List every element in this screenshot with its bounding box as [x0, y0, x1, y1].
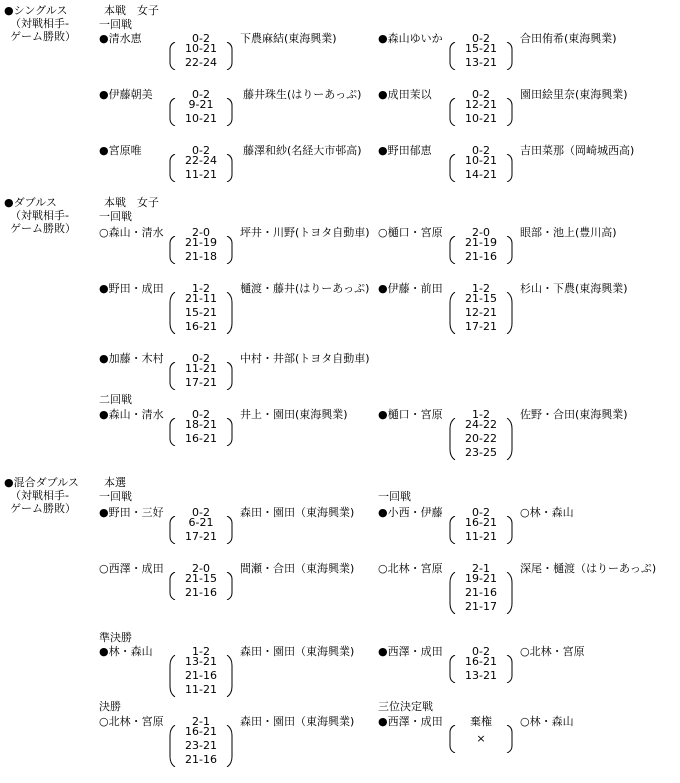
score-bracket	[168, 292, 234, 334]
match-result: 0-2	[472, 645, 490, 658]
section-title: ●シングルス	[4, 4, 68, 17]
opponent-name: 樋渡・藤井(はりーあっぷ)	[240, 282, 370, 295]
player-name: ○森山・清水	[99, 226, 164, 239]
score-bracket	[168, 572, 234, 600]
game-score: 12-21	[465, 98, 497, 111]
match-result: 1-2	[472, 282, 490, 295]
player-name: ○西澤・成田	[99, 562, 164, 575]
score-bracket	[448, 236, 514, 264]
game-score: 15-21	[465, 42, 497, 55]
match-result: 1-2	[192, 282, 210, 295]
game-score: 21-16	[185, 669, 217, 682]
match-result: 0-2	[192, 408, 210, 421]
opponent-name: 杉山・下農(東海興業)	[520, 282, 628, 295]
game-score: 11-21	[185, 168, 217, 181]
game-score: 13-21	[465, 669, 497, 682]
player-name: ●小西・伊藤	[378, 506, 443, 519]
player-name: ●野田郁恵	[378, 144, 432, 157]
game-score: 21-16	[185, 753, 217, 766]
score-bracket	[168, 362, 234, 390]
opponent-name: 藤澤和紗(名経大市邨高)	[243, 144, 362, 157]
game-score: 21-19	[465, 236, 497, 249]
opponent-name: 森田・園田（東海興業)	[240, 506, 355, 519]
opponent-name: 深尾・樋渡（はりーあっぷ)	[520, 562, 657, 575]
opponent-name: ○北林・宮原	[520, 645, 585, 658]
game-score: 21-16	[465, 586, 497, 599]
match-result: 0-2	[192, 32, 210, 45]
game-score: 23-21	[185, 739, 217, 752]
game-score: 10-21	[185, 42, 217, 55]
match-result: 0-2	[472, 88, 490, 101]
score-bracket	[168, 725, 234, 767]
match-result: 0-2	[472, 144, 490, 157]
player-name: ●成田茉以	[378, 88, 432, 101]
game-score: ×	[476, 732, 486, 745]
score-bracket	[168, 154, 234, 182]
game-score: 10-21	[465, 154, 497, 167]
game-score: 22-24	[185, 56, 217, 69]
player-name: ●西澤・成田	[378, 715, 443, 728]
game-score: 14-21	[465, 168, 497, 181]
section-sub-line1: （対戦相手-	[10, 489, 69, 502]
opponent-name: 合田侑希(東海興業)	[520, 32, 617, 45]
game-score: 16-21	[185, 432, 217, 445]
section-sub-line2: ゲーム勝敗）	[10, 502, 76, 515]
opponent-name: 間瀬・合田（東海興業)	[240, 562, 355, 575]
player-name: ●野田・三好	[99, 506, 164, 519]
singles-round-label: 一回戦	[99, 18, 132, 31]
player-name: ○北林・宮原	[99, 715, 164, 728]
match-result: 0-2	[192, 144, 210, 157]
mixed-semifinal-label: 準決勝	[99, 631, 132, 644]
game-score: 21-16	[465, 250, 497, 263]
score-bracket	[448, 572, 514, 614]
game-score: 15-21	[185, 306, 217, 319]
player-name: ●林・森山	[99, 645, 153, 658]
player-name: ●森山・清水	[99, 408, 164, 421]
score-bracket	[168, 42, 234, 70]
player-name: ●樋口・宮原	[378, 408, 443, 421]
opponent-name: 眼部・池上(豊川高)	[520, 226, 617, 239]
doubles-round2-label: 二回戦	[99, 393, 132, 406]
game-score: 20-22	[465, 432, 497, 445]
player-name: ●清水恵	[99, 32, 142, 45]
singles-heading: 本戦 女子	[104, 4, 159, 17]
score-bracket	[448, 98, 514, 126]
game-score: 19-21	[465, 572, 497, 585]
section-sub-line2: ゲーム勝敗）	[10, 222, 76, 235]
match-result: 0-2	[472, 32, 490, 45]
opponent-name: 中村・井部(トヨタ自動車)	[240, 352, 370, 365]
opponent-name: ○林・森山	[520, 715, 574, 728]
game-score: 23-25	[465, 446, 497, 459]
section-sub-line1: （対戦相手-	[10, 17, 69, 30]
section-sub-line1: （対戦相手-	[10, 209, 69, 222]
match-result: 2-1	[192, 715, 210, 728]
score-bracket	[448, 42, 514, 70]
match-result: 0-2	[192, 506, 210, 519]
game-score: 21-19	[185, 236, 217, 249]
opponent-name: 森田・園田（東海興業)	[240, 715, 355, 728]
game-score: 11-21	[185, 362, 217, 375]
doubles-section-label	[4, 196, 76, 235]
game-score: 10-21	[185, 112, 217, 125]
match-result: 2-0	[472, 226, 490, 239]
score-bracket	[448, 292, 514, 334]
game-score: 21-16	[185, 586, 217, 599]
doubles-heading: 本戦 女子	[104, 196, 159, 209]
game-score: 13-21	[185, 655, 217, 668]
game-score: 17-21	[465, 320, 497, 333]
game-score: 6-21	[188, 516, 214, 529]
opponent-name: 佐野・合田(東海興業)	[520, 408, 628, 421]
match-result: 1-2	[472, 408, 490, 421]
score-bracket	[168, 655, 234, 697]
singles-section-label	[4, 4, 76, 43]
section-title: ●ダブルス	[4, 196, 57, 209]
game-score: 22-24	[185, 154, 217, 167]
opponent-name: ○林・森山	[520, 506, 574, 519]
score-bracket	[448, 418, 514, 460]
score-bracket	[168, 516, 234, 544]
opponent-name: 藤井珠生(はりーあっぷ)	[243, 88, 362, 101]
game-score: 17-21	[185, 530, 217, 543]
game-score: 11-21	[465, 530, 497, 543]
game-score: 16-21	[185, 725, 217, 738]
game-score: 16-21	[465, 655, 497, 668]
opponent-name: 森田・園田（東海興業)	[240, 645, 355, 658]
score-bracket	[168, 418, 234, 446]
score-bracket	[168, 236, 234, 264]
game-score: 12-21	[465, 306, 497, 319]
section-sub-line2: ゲーム勝敗）	[10, 30, 76, 43]
score-bracket	[168, 98, 234, 126]
player-name: ●宮原唯	[99, 144, 142, 157]
mixed-round-b-label: 一回戦	[378, 490, 411, 503]
match-result: 棄権	[470, 715, 492, 728]
player-name: ●加藤・木村	[99, 352, 164, 365]
match-result: 0-2	[472, 506, 490, 519]
mixed-heading: 本選	[104, 476, 126, 489]
match-result: 0-2	[192, 88, 210, 101]
player-name: ●伊藤朝美	[99, 88, 153, 101]
player-name: ○樋口・宮原	[378, 226, 443, 239]
player-name: ●伊藤・前田	[378, 282, 443, 295]
mixed-round-a-label: 一回戦	[99, 490, 132, 503]
opponent-name: 坪井・川野(トヨタ自動車)	[240, 226, 370, 239]
score-bracket	[448, 655, 514, 683]
score-bracket	[448, 516, 514, 544]
game-score: 24-22	[465, 418, 497, 431]
opponent-name: 下農麻結(東海興業)	[240, 32, 337, 45]
game-score: 21-11	[185, 292, 217, 305]
player-name: ●野田・成田	[99, 282, 164, 295]
player-name: ●森山ゆいか	[378, 32, 443, 45]
score-bracket	[448, 154, 514, 182]
game-score: 11-21	[185, 683, 217, 696]
game-score: 9-21	[188, 98, 214, 111]
match-result: 1-2	[192, 645, 210, 658]
game-score: 17-21	[185, 376, 217, 389]
game-score: 21-15	[185, 572, 217, 585]
game-score: 16-21	[185, 320, 217, 333]
game-score: 10-21	[465, 112, 497, 125]
game-score: 16-21	[465, 516, 497, 529]
game-score: 21-18	[185, 250, 217, 263]
match-result: 2-0	[192, 562, 210, 575]
game-score: 18-21	[185, 418, 217, 431]
mixed-third-place-label: 三位決定戦	[378, 700, 433, 713]
match-result: 2-0	[192, 226, 210, 239]
player-name: ○北林・宮原	[378, 562, 443, 575]
player-name: ●西澤・成田	[378, 645, 443, 658]
score-bracket	[448, 725, 514, 753]
opponent-name: 井上・園田(東海興業)	[240, 408, 348, 421]
game-score: 21-15	[465, 292, 497, 305]
mixed-section-label	[4, 476, 79, 515]
game-score: 13-21	[465, 56, 497, 69]
section-title: ●混合ダブルス	[4, 476, 79, 489]
opponent-name: 吉田菜那（岡崎城西高)	[520, 144, 635, 157]
opponent-name: 園田絵里奈(東海興業)	[520, 88, 628, 101]
doubles-round1-label: 一回戦	[99, 210, 132, 223]
match-result: 0-2	[192, 352, 210, 365]
match-result: 2-1	[472, 562, 490, 575]
mixed-final-label: 決勝	[99, 700, 121, 713]
game-score: 21-17	[465, 600, 497, 613]
